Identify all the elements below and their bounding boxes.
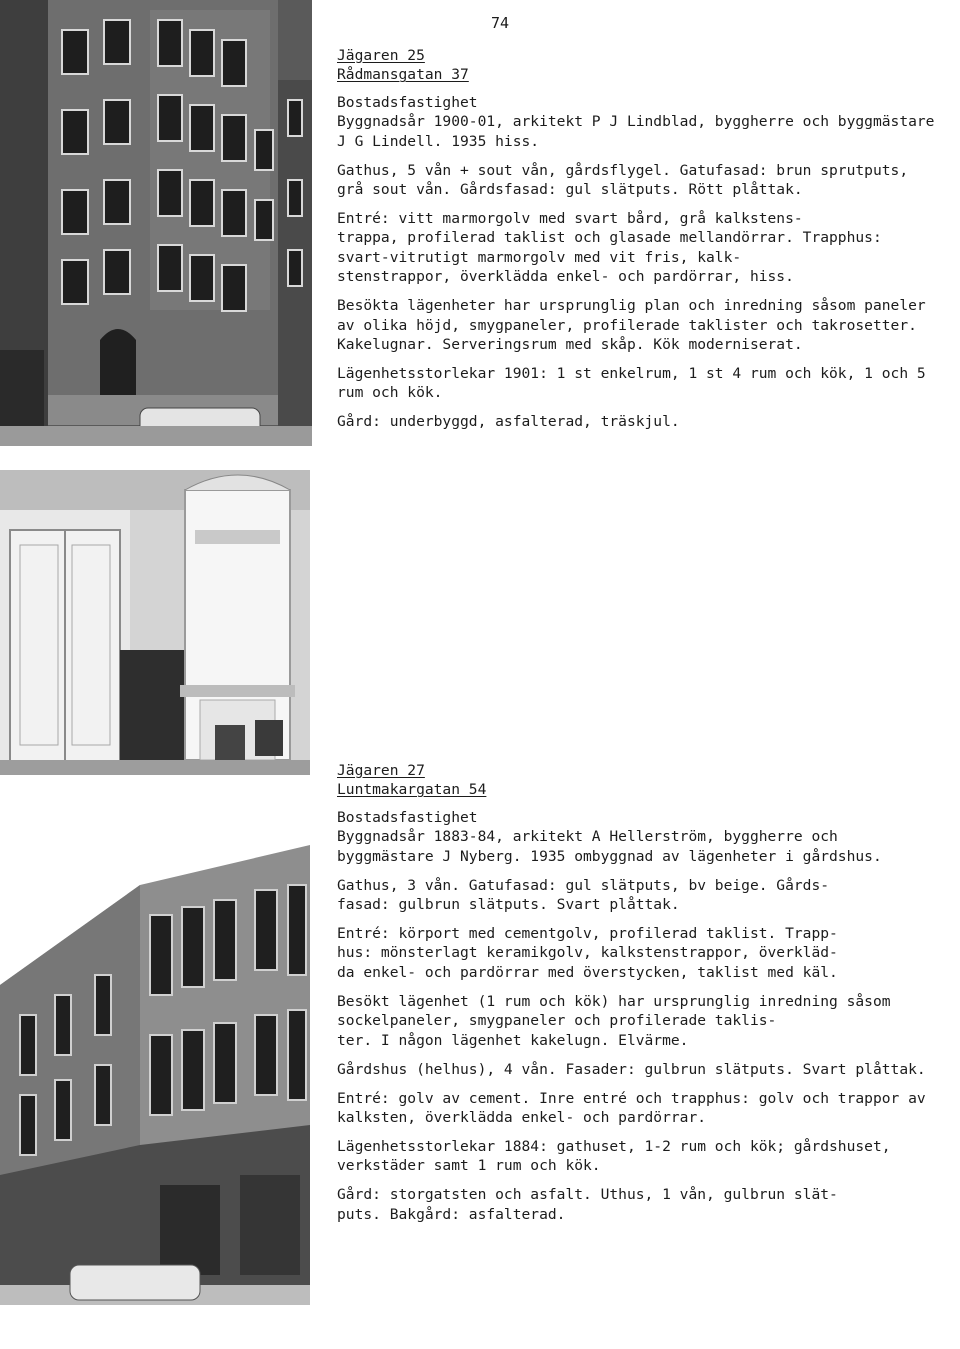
- photo-facade-luntmakargatan: [0, 845, 310, 1305]
- entry-paragraph: Gathus, 3 vån. Gatufasad: gul slätputs, bv beige. Gårds- fasad: gulbrun slätputs. Svart plåttak.: [337, 876, 830, 914]
- entry-paragraph: Gård: underbyggd, asfalterad, träskjul.: [337, 413, 680, 431]
- entry-paragraph: Besökta lägenheter har ursprunglig plan och inredning såsom paneler av olika höjd, smygpaneler, profilerade taklister och takrosetter. Kakelugnar. Serveringsrum med skåp. Kök moderniserat.: [337, 297, 926, 354]
- entry-paragraph: Entré: vitt marmorgolv med svart bård, grå kalkstens- trappa, profilerad taklist och glasade mellandörrar. Trapphus: svart-vitrutigt marmorgolv med vit fris, kalk- stenstrappor, överklädda enkel- och pardörrar, hiss.: [337, 210, 882, 286]
- entry-paragraph: Bostadsfastighet Byggnadsår 1883-84, arkitekt A Hellerström, byggherre och byggmästare J Nyberg. 1935 ombyggnad av lägenheter i gårdshus.: [337, 808, 882, 865]
- entry-heading: Jägaren 25: [337, 47, 425, 64]
- page-number: 74: [491, 14, 510, 32]
- entry-paragraph: Gathus, 5 vån + sout vån, gårdsflygel. Gatufasad: brun sprutputs, grå sout vån. Gårdsfasad: gul slätputs. Rött plåttak.: [337, 161, 909, 199]
- photo-facade-rådmansgatan: [0, 0, 312, 446]
- entry-paragraph: Entré: körport med cementgolv, profilerad taklist. Trapp- hus: mönsterlagt keramikgolv, kalkstenstrappor, överkläd- da enkel- och pardörrar med överstycken, taklist med käl.: [337, 925, 838, 981]
- building-facade-photo-2: [0, 845, 310, 1305]
- building-facade-photo: [0, 0, 312, 446]
- entry-paragraph: Entré: golv av cement. Inre entré och trapphus: golv och trappor av kalksten, överklädda enkel- och pardörrar.: [337, 1089, 926, 1127]
- entry-heading: Jägaren 27: [337, 762, 425, 779]
- entry-address: Luntmakargatan 54: [337, 781, 487, 799]
- entry-paragraph: Lägenhetsstorlekar 1884: gathuset, 1-2 rum och kök; gårdshuset, verkstäder samt 1 rum och kök.: [337, 1138, 891, 1175]
- interior-stove-photo: [0, 470, 310, 775]
- entry-paragraph: Besökt lägenhet (1 rum och kök) har ursprunglig inredning såsom sockelpaneler, smygpaneler och profilerade taklis- ter. I någon lägenhet kakelugn. Elvärme.: [337, 992, 891, 1049]
- entry-jagaren-25: [337, 46, 937, 441]
- entry-paragraph: Gårdshus (helhus), 4 vån. Fasader: gulbrun slätputs. Svart plåttak.: [337, 1060, 926, 1078]
- entry-address: Rådmansgatan 37: [337, 66, 469, 84]
- entry-paragraph: Bostadsfastighet Byggnadsår 1900-01, arkitekt P J Lindblad, byggherre och byggmästare J G Lindell. 1935 hiss.: [337, 93, 935, 150]
- entry-paragraph: Lägenhetsstorlekar 1901: 1 st enkelrum, 1 st 4 rum och kök, 1 och 5 rum och kök.: [337, 365, 926, 402]
- entry-jagaren-27: [337, 761, 937, 1234]
- photo-interior: [0, 470, 310, 775]
- entry-paragraph: Gård: storgatsten och asfalt. Uthus, 1 vån, gulbrun slät- puts. Bakgård: asfalterad.: [337, 1186, 838, 1223]
